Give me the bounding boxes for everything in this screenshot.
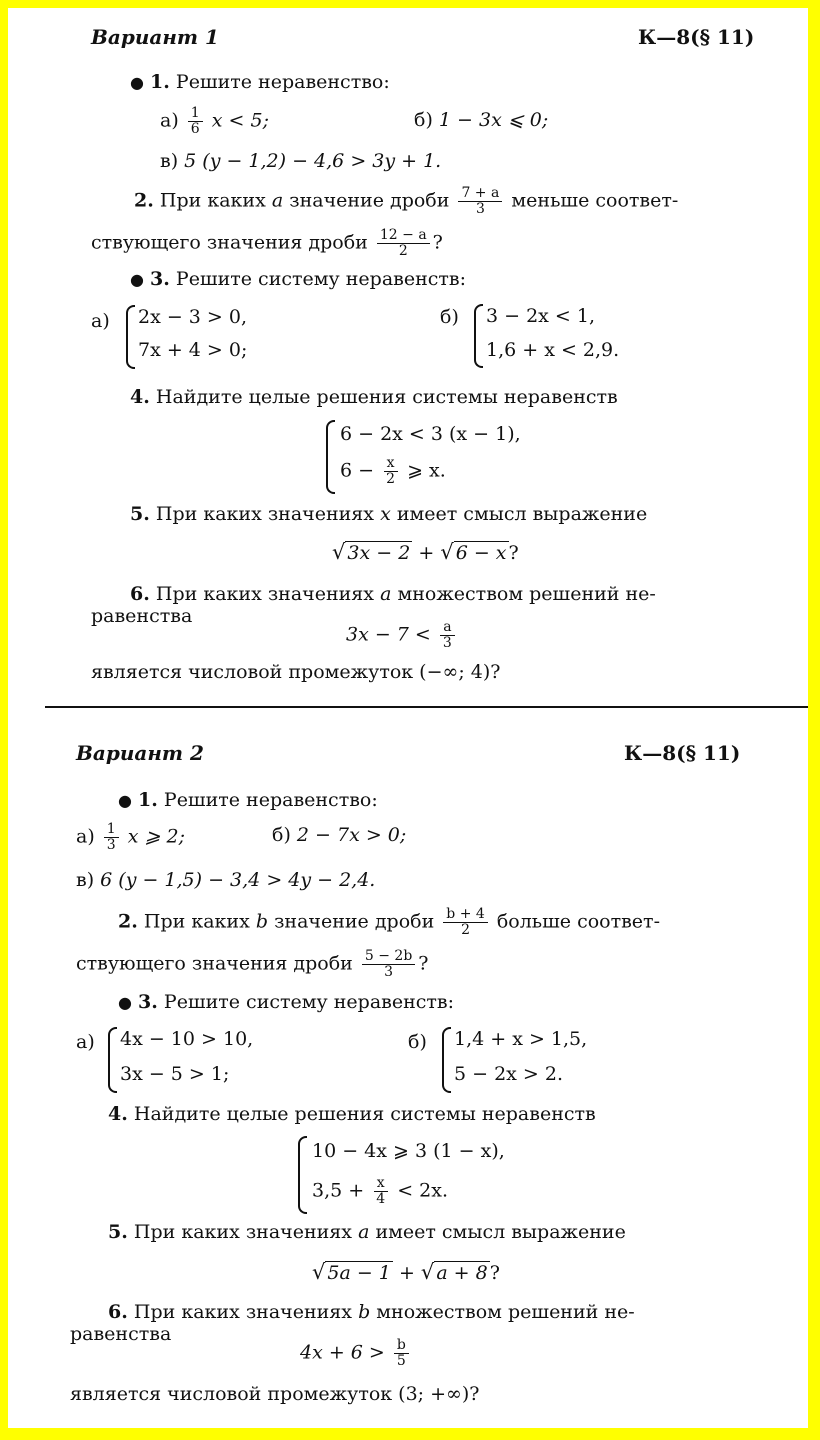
v1-task-3b-label: б) [440,306,459,328]
v2-task-5-expression: √ 5a − 1 + √ a + 8 ? [312,1260,500,1284]
v2-task-4-heading: 4. Найдите целые решения системы неравенств [108,1103,596,1125]
v2-task-6-line3: является числовой промежуток (3; +∞)? [70,1383,480,1405]
bullet-icon: ● [118,791,132,810]
v2-task-2-line2: ствующего значения дроби $\frac{5 - 2b}{3}$ ? [76,948,429,980]
system-brace [326,420,335,494]
v1-task-3b-line1: 3 − 2x < 1, [486,305,596,327]
v2-task-3b-label: б) [408,1031,427,1053]
v2-task-6-inequality: 4x + 6 > $\frac{b}{5}$ [300,1338,412,1369]
bullet-icon: ● [118,993,132,1012]
v1-task-1a: а) $\frac{1}{6}$ x < 5; [160,105,269,137]
v2-task-6-line2: равенства [70,1323,172,1345]
v1-task-1-heading: ● 1. Решите неравенство: [130,71,390,93]
variant-2-code: К—8(§ 11) [624,741,741,765]
bullet-icon: ● [130,73,144,92]
v1-task-4-line2: 6 − $\frac{x}{2}$ ⩾ x. [340,455,446,487]
v1-task-1c: в) 5 (y − 1,2) − 4,6 > 3y + 1. [160,150,442,172]
section-divider [45,706,808,708]
v1-task-4-heading: 4. Найдите целые решения системы неравенств [130,386,618,408]
v2-task-4-line1: 10 − 4x ⩾ 3 (1 − x), [312,1140,505,1162]
v2-task-3-heading: ● 3. Решите систему неравенств: [118,991,455,1013]
v1-task-3a-label: а) [91,310,110,332]
v2-task-3b-line1: 1,4 + x > 1,5, [454,1028,588,1050]
system-brace [126,305,135,369]
v1-task-1b: б) 1 − 3x ⩽ 0; [414,109,549,131]
v1-task-3a-line1: 2x − 3 > 0, [138,306,248,328]
v1-task-2-line1: 2. При каких a значение дроби $\frac{7 + a}{3}$ меньше соответ- [134,185,679,217]
system-brace [298,1136,307,1214]
v2-task-5-heading: 5. При каких значениях a имеет смысл выражение [108,1221,626,1243]
v1-task-5-heading: 5. При каких значениях x имеет смысл выражение [130,503,648,525]
v1-task-3-heading: ● 3. Решите систему неравенств: [130,268,467,290]
v1-task-6-inequality: 3x − 7 < $\frac{a}{3}$ [346,620,458,651]
v2-task-6-line1: 6. При каких значениях b множеством решений не- [108,1301,635,1323]
v2-task-3a-line2: 3x − 5 > 1; [120,1063,230,1085]
bullet-icon: ● [130,270,144,289]
v2-task-4-line2: 3,5 + $\frac{x}{4}$ < 2x. [312,1175,449,1207]
v2-task-1-heading: ● 1. Решите неравенство: [118,789,378,811]
v1-task-5-expression: √ 3x − 2 + √ 6 − x ? [332,540,519,564]
v1-task-3b-line2: 1,6 + x < 2,9. [486,339,620,361]
v1-task-3a-line2: 7x + 4 > 0; [138,339,248,361]
worksheet [8,8,808,1428]
variant-1-code: К—8(§ 11) [638,25,755,49]
system-brace [442,1027,451,1093]
v1-task-6-line2: равенства [91,605,193,627]
v2-task-3b-line2: 5 − 2x > 2. [454,1063,564,1085]
v2-task-1a: а) $\frac{1}{3}$ x ⩾ 2; [76,821,185,853]
v2-task-3a-label: а) [76,1031,95,1053]
system-brace [474,304,483,368]
variant-1-title: Вариант 1 [91,25,219,49]
v1-task-4-line1: 6 − 2x < 3 (x − 1), [340,423,521,445]
v1-task-2-line2: ствующего значения дроби $\frac{12 - a}{2}$ ? [91,227,443,259]
system-brace [108,1027,117,1093]
v1-task-6-line1: 6. При каких значениях a множеством решений не- [130,583,656,605]
v2-task-1c: в) 6 (y − 1,5) − 3,4 > 4y − 2,4. [76,869,376,891]
v2-task-2-line1: 2. При каких b значение дроби $\frac{b + 4}{2}$ больше соответ- [118,906,660,938]
v2-task-3a-line1: 4x − 10 > 10, [120,1028,254,1050]
v1-task-6-line3: является числовой промежуток (−∞; 4)? [91,661,501,683]
variant-2-title: Вариант 2 [76,741,204,765]
v2-task-1b: б) 2 − 7x > 0; [272,824,407,846]
